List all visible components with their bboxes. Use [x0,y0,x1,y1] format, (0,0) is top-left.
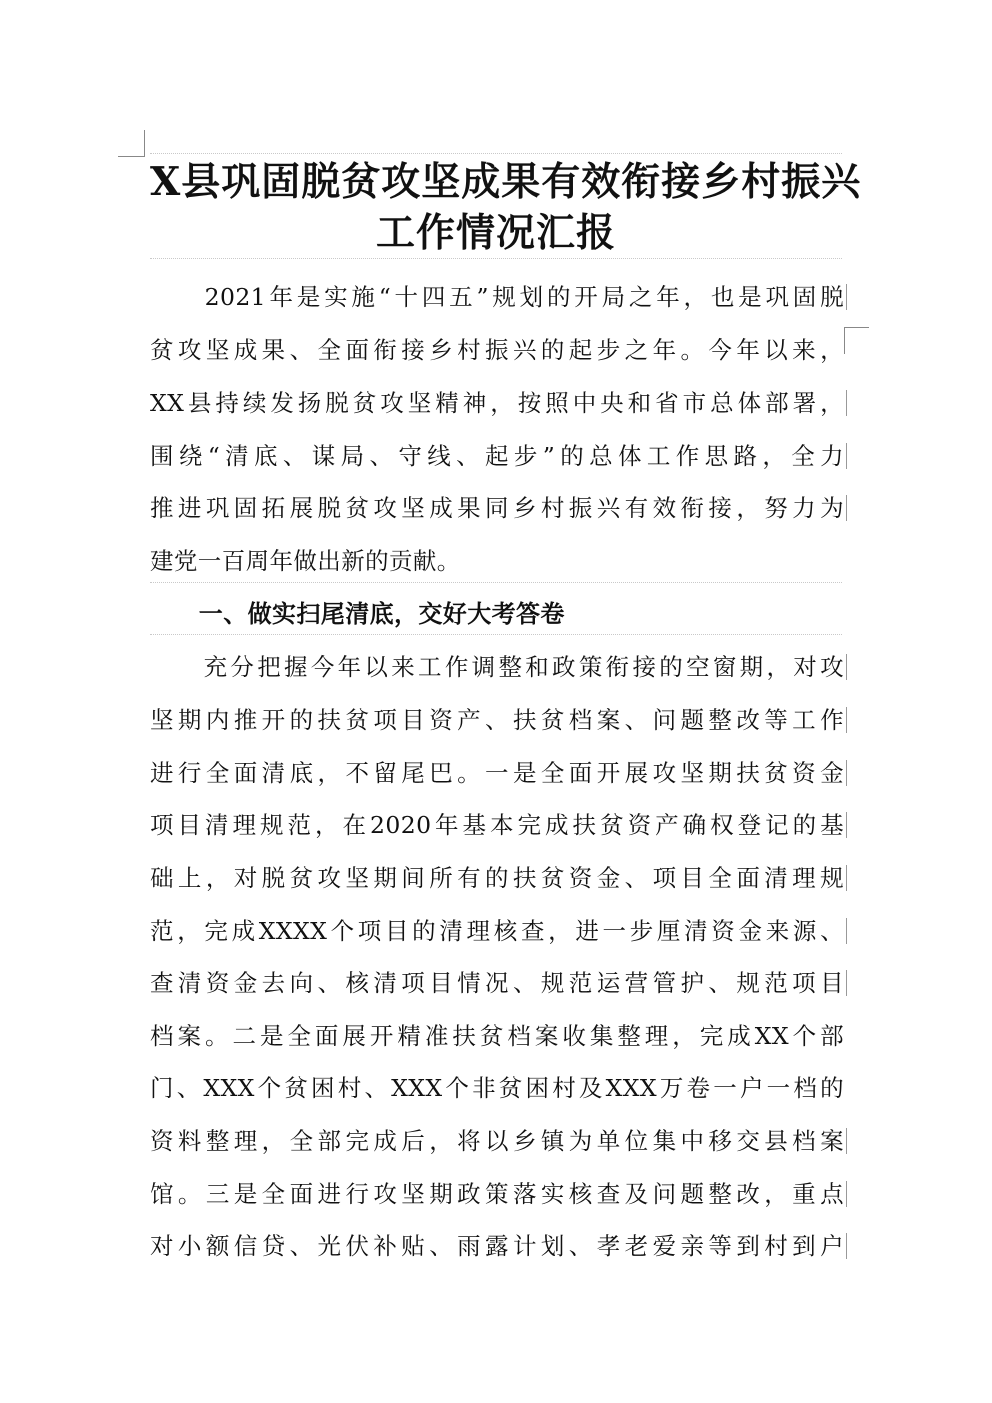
line-end-marker [846,760,847,786]
intro-line: 贫攻坚成果、全面衔接乡村振兴的起步之年。今年以来， [150,336,844,364]
body-line: 充分把握今年以来工作调整和政策衔接的空窗期，对攻 [150,653,844,681]
body-line: 档案。二是全面展开精准扶贫档案收集整理，完成XX个部 [150,1022,844,1050]
guide-line [150,634,842,635]
body-line: 础上，对脱贫攻坚期间所有的扶贫资金、项目全面清理规 [150,864,844,892]
document-title-line2: 工作情况汇报 [375,210,616,256]
line-end-marker [846,1181,847,1207]
line-end-marker [846,865,847,891]
intro-line: 围绕“清底、谋局、守线、起步”的总体工作思路，全力 [150,442,844,470]
crop-mark-right [844,327,869,354]
document-title-line1: X县巩固脱贫攻坚成果有效衔接乡村振兴 [150,159,862,205]
line-end-marker [846,918,847,944]
line-end-marker [846,654,847,680]
intro-line: 2021年是实施“十四五”规划的开局之年，也是巩固脱 [150,283,844,311]
line-end-marker [846,443,847,469]
body-line: 进行全面清底，不留尾巴。一是全面开展攻坚期扶贫资金 [150,759,844,787]
line-end-marker [846,495,847,521]
body-line: 对小额信贷、光伏补贴、雨露计划、孝老爱亲等到村到户 [150,1232,844,1260]
body-line: 范，完成XXXX个项目的清理核查，进一步厘清资金来源、 [150,917,844,945]
guide-line [150,258,842,259]
body-line: 馆。三是全面进行攻坚期政策落实核查及问题整改，重点 [150,1180,844,1208]
section-heading: 一、做实扫尾清底，交好大考答卷 [150,599,565,628]
guide-line [150,153,842,154]
line-end-marker [846,1233,847,1259]
line-end-marker [846,812,847,838]
line-end-marker [846,970,847,996]
body-line: 项目清理规范，在2020年基本完成扶贫资产确权登记的基 [150,811,844,839]
crop-mark-top-left [118,130,145,157]
intro-line: XX县持续发扬脱贫攻坚精神，按照中央和省市总体部署， [150,389,844,417]
intro-line: 建党一百周年做出新的贡献。 [150,547,461,575]
line-end-marker [846,390,847,416]
body-line: 查清资金去向、核清项目情况、规范运营管护、规范项目 [150,969,844,997]
line-end-marker [846,284,847,310]
intro-line: 推进巩固拓展脱贫攻坚成果同乡村振兴有效衔接，努力为 [150,494,844,522]
line-end-marker [846,1128,847,1154]
body-line: 坚期内推开的扶贫项目资产、扶贫档案、问题整改等工作 [150,706,844,734]
line-end-marker [846,707,847,733]
body-line: 门、XXX个贫困村、XXX个非贫困村及XXX万卷一户一档的 [150,1074,844,1102]
guide-line [150,582,842,583]
body-line: 资料整理，全部完成后，将以乡镇为单位集中移交县档案 [150,1127,844,1155]
